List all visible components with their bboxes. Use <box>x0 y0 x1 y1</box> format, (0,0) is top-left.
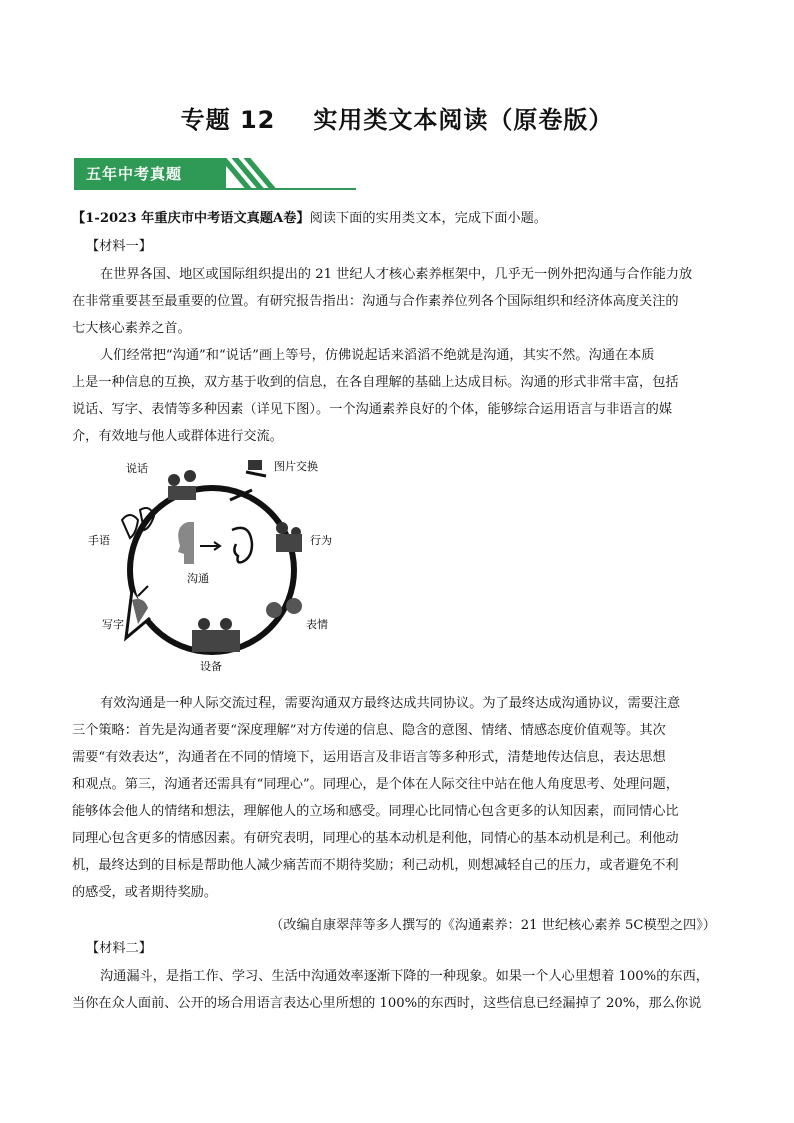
arrow-right-icon <box>200 542 220 550</box>
text-line: 在非常重要甚至最重要的位置。有研究报告指出：沟通与合作素养位列各个国际组织和经济体高度关注的 <box>72 294 679 309</box>
diagram-label-sign-language: 手语 <box>88 534 110 547</box>
text-line: 七大核心素养之首。 <box>72 321 191 336</box>
material1-heading: 【材料一】 <box>86 239 152 254</box>
text-line: 上是一种信息的互换，双方基于收到的信息，在各自理解的基础上达成目标。沟通的形式非常丰富，包括 <box>72 375 679 390</box>
picture-exchange-icon <box>246 460 266 476</box>
communication-diagram <box>80 460 350 675</box>
citation: （改编自康翠萍等多人撰写的《沟通素养：21 世纪核心素养 5C模型之四》） <box>270 918 716 933</box>
diagram-label-speaking: 说话 <box>126 462 148 475</box>
text-line: 同理心包含更多的情感因素。有研究表明，同理心的基本动机是利他，同情心的基本动机是利己。利他动 <box>72 831 679 846</box>
text-line: 当你在众人面前、公开的场合用语言表达心里所想的 100%的东西时，这些信息已经漏掉了 20%，那么你说 <box>72 996 702 1011</box>
device-people-icon <box>192 618 240 652</box>
text-line: 三个策略：首先是沟通者要“深度理解”对方传递的信息、隐含的意图、情绪、情感态度价值观等。其次 <box>72 723 666 738</box>
title-main: 实用类文本阅读（原卷版） <box>313 106 614 134</box>
page-title <box>0 100 794 135</box>
material1-paragraph-1 <box>72 261 722 342</box>
section-banner <box>74 158 356 192</box>
banner-label: 五年中考真题 <box>86 165 183 183</box>
text-line: 机，最终达到的目标是帮助他人减少痛苦而不期待奖励；利己动机，则想减轻自己的压力，或者避免不利 <box>72 858 679 873</box>
head-speaking-icon <box>178 522 194 564</box>
talking-people-icon <box>168 470 196 500</box>
text-line: 人们经常把“沟通”和“说话”画上等号，仿佛说起话来滔滔不绝就是沟通，其实不然。沟通在本质 <box>100 348 655 363</box>
cycle-ring <box>130 488 294 652</box>
material1-paragraph-3 <box>72 690 722 906</box>
diagram-label-device: 设备 <box>200 660 222 673</box>
text-line: 和观点。第三，沟通者还需具有“同理心”。同理心，是个体在人际交往中站在他人角度思考、处理问题， <box>72 777 679 792</box>
text-line: 的感受，或者期待奖励。 <box>72 885 218 900</box>
diagram-label-behavior: 行为 <box>310 534 332 547</box>
question-prompt: 阅读下面的实用类文本，完成下面小题。 <box>309 211 547 226</box>
diagram-center-label: 沟通 <box>187 572 209 585</box>
text-line: 在世界各国、地区或国际组织提出的 21 世纪人才核心素养框架中，几乎无一例外把沟通与合作能力放 <box>100 267 693 282</box>
diagram-label-writing: 写字 <box>102 618 124 631</box>
text-line: 沟通漏斗，是指工作、学习、生活中沟通效率逐渐下降的一种现象。如果一个人心里想着 100%的东西， <box>100 969 709 984</box>
text-line: 有效沟通是一种人际交流过程，需要沟通双方最终达成共同协议。为了最终达成沟通协议，需要注意 <box>100 696 681 711</box>
title-topic: 专题 12 <box>180 106 276 134</box>
behavior-people-icon <box>276 522 302 552</box>
question-source: 【1-2023 年重庆市中考语文真题A卷】 <box>72 211 310 226</box>
text-line: 需要“有效表达”，沟通者在不同的情境下，运用语言及非语言等多种形式，清楚地传达信息，表达思想 <box>72 750 666 765</box>
text-line: 能够体会他人的情绪和想法，理解他人的立场和感受。同理心比同情心包含更多的认知因素，而同情心比 <box>72 804 679 819</box>
ear-icon <box>232 528 252 563</box>
material1-paragraph-2 <box>72 342 722 450</box>
material2-heading: 【材料二】 <box>86 941 152 956</box>
diagram-label-picture-exchange: 图片交换 <box>274 460 318 473</box>
question-intro <box>72 205 722 232</box>
text-line: 说话、写字、表情等多种因素（详见下图）。一个沟通素养良好的个体，能够综合运用语言与非语言的媒 <box>72 402 673 417</box>
material2-paragraph-1 <box>72 963 722 1017</box>
text-line: 介，有效地与他人或群体进行交流。 <box>72 429 283 444</box>
diagram-label-expression: 表情 <box>306 618 328 631</box>
